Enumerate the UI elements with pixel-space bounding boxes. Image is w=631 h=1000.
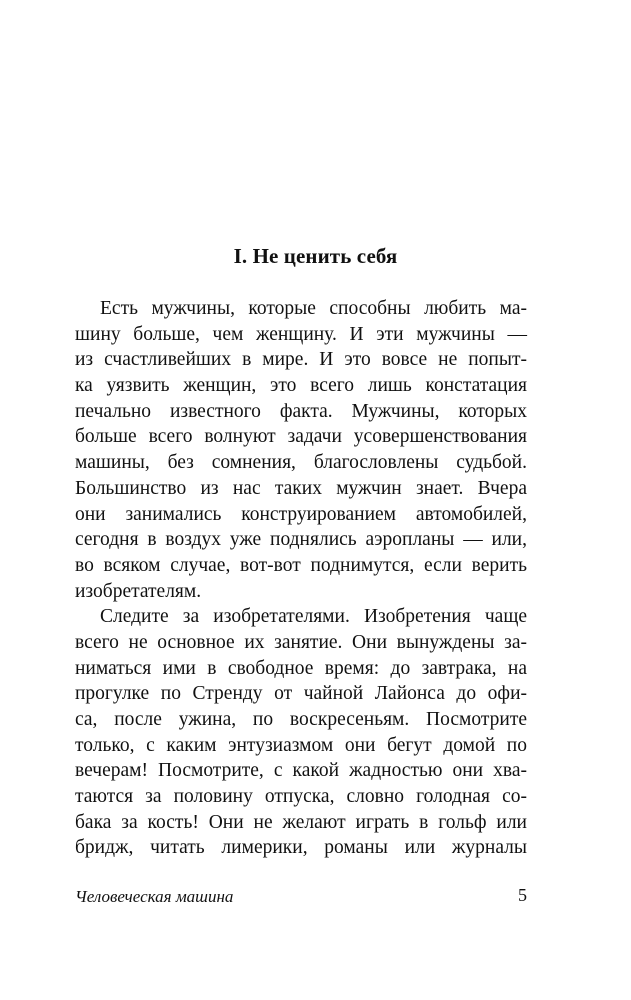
text-line: они занимались конструированием автомобилей,	[75, 503, 527, 525]
running-footer-title: Человеческая машина	[75, 887, 234, 906]
text-line: из счастливейших в мире. И это вовсе не попыт-	[75, 349, 527, 371]
text-line: печально известного факта. Мужчины, которых	[75, 400, 527, 422]
text-line: шину больше, чем женщину. И эти мужчины —	[75, 323, 527, 345]
text-line: бридж, читать лимерики, романы или журналы	[75, 837, 527, 859]
body-text	[75, 296, 527, 861]
text-line: ка уязвить женщин, это всего лишь констатация	[75, 375, 527, 397]
text-line: больше всего волнуют задачи усовершенствования	[75, 426, 527, 448]
text-line: таются за половину отпуска, словно голодная со-	[75, 786, 527, 808]
text-line: машины, без сомнения, благословлены судьбой.	[75, 452, 527, 474]
text-line: сегодня в воздух уже поднялись аэропланы — или,	[75, 529, 527, 551]
text-line: са, после ужина, по воскресеньям. Посмотрите	[75, 709, 527, 730]
text-line: всего не основное их занятие. Они вынуждены за-	[75, 631, 527, 653]
text-line: прогулке по Стренду от чайной Лайонса до офи-	[75, 683, 527, 705]
chapter-title: I. Не ценить себя	[233, 244, 398, 268]
text-line: изобретателям.	[75, 580, 202, 602]
text-line: во всяком случае, вот-вот поднимутся, если верить	[75, 554, 527, 576]
text-line: ниматься ими в свободное время: до завтрака, на	[75, 657, 527, 679]
text-line: только, с каким энтузиазмом они бегут домой по	[75, 734, 527, 756]
text-line: бака за кость! Они не желают играть в гольф или	[75, 811, 527, 833]
text-line: Большинство из нас таких мужчин знает. Вчера	[75, 477, 527, 499]
text-line: вечерам! Посмотрите, с какой жадностью они хва-	[75, 760, 527, 782]
page-number: 5	[518, 885, 527, 905]
text-line: Есть мужчины, которые способны любить ма-	[100, 298, 527, 319]
text-line: Следите за изобретателями. Изобретения чаще	[100, 606, 527, 628]
